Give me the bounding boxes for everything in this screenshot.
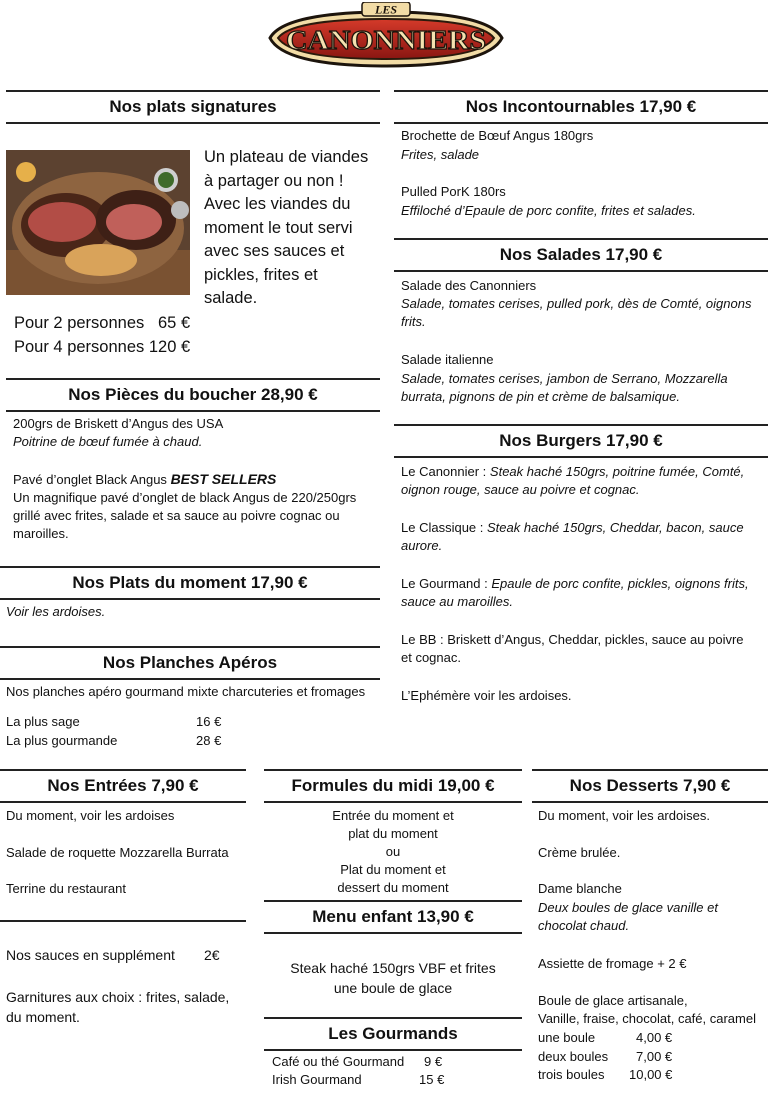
- meat-platter-image: [6, 150, 190, 295]
- burger-bb: Le BB : Briskett d’Angus, Cheddar, pickles, sauce au poivre et cognac.: [401, 632, 744, 665]
- salade-italienne-desc: Salade, tomates cerises, jambon de Serrano, Mozzarella burrata, pignons de pin et crème de balsamique.: [401, 371, 728, 404]
- section-title-boucher: Nos Pièces du boucher 28,90 €: [6, 378, 380, 412]
- list-item: Café ou thé Gourmand 9 €: [272, 1054, 443, 1069]
- burger-classique: Le Classique : Steak haché 150grs, Cheddar, bacon, sauce aurore.: [401, 520, 744, 553]
- best-sellers-tag: BEST SELLERS: [170, 471, 277, 487]
- section-title-midi: Formules du midi 19,00 €: [264, 769, 522, 803]
- burger-ephemere: L’Ephémère voir les ardoises.: [401, 688, 572, 703]
- section-title-gourmands: Les Gourmands: [264, 1017, 522, 1051]
- dessert-dame-blanche: Dame blanche: [538, 881, 622, 896]
- section-title-enfant: Menu enfant 13,90 €: [264, 900, 522, 934]
- section-title-signatures: Nos plats signatures: [6, 90, 380, 124]
- section-title-planches: Nos Planches Apéros: [0, 646, 380, 680]
- price-two-persons: Pour 2 personnes 65 €: [14, 314, 191, 332]
- list-item: La plus sage 16 €: [6, 714, 222, 729]
- logo-top-text: LES: [374, 2, 398, 17]
- dessert-dame-blanche-desc: Deux boules de glace vanille et chocolat chaud.: [538, 900, 718, 933]
- burger-gourmand: Le Gourmand : Epaule de porc confite, pickles, oignons frits, sauce au maroilles.: [401, 576, 749, 609]
- list-item: trois boules 10,00 €: [538, 1067, 673, 1082]
- dessert-item: Du moment, voir les ardoises.: [538, 808, 710, 823]
- incontournable-pulled-pork-desc: Effiloché d’Epaule de porc confite, frites et salades.: [401, 203, 696, 218]
- salade-canonniers-desc: Salade, tomates cerises, pulled pork, dès de Comté, oignons frits.: [401, 296, 752, 329]
- dessert-fromage: Assiette de fromage + 2 €: [538, 956, 687, 971]
- salade-italienne: Salade italienne: [401, 352, 494, 367]
- incontournable-brochette: Brochette de Bœuf Angus 180grs: [401, 128, 594, 143]
- planches-intro: Nos planches apéro gourmand mixte charcuteries et fromages: [6, 684, 366, 699]
- garnitures: Garnitures aux choix : frites, salade, du moment.: [6, 989, 230, 1025]
- entree-item: Du moment, voir les ardoises: [6, 808, 175, 823]
- restaurant-logo: [262, 2, 510, 70]
- entree-item: Salade de roquette Mozzarella Burrata: [6, 845, 229, 860]
- section-title-salades: Nos Salades 17,90 €: [394, 238, 768, 272]
- divider: [0, 920, 246, 922]
- midi-formule: Entrée du moment et plat du moment ou Plat du moment et dessert du moment: [332, 808, 454, 895]
- boucher-item-onglet-desc: Un magnifique pavé d’onglet de black Angus de 220/250grs grillé avec frites, salade et sa sauce au poivre cognac ou maroilles.: [13, 490, 357, 541]
- price-four-persons: Pour 4 personnes 120 €: [14, 338, 191, 356]
- burger-canonnier: Le Canonnier : Steak haché 150grs, poitrine fumée, Comté, oignon rouge, sauce au poivre et cognac.: [401, 464, 745, 497]
- entree-item: Terrine du restaurant: [6, 881, 126, 896]
- list-item: Irish Gourmand 15 €: [272, 1072, 445, 1087]
- boucher-item-onglet: Pavé d’onglet Black Angus BEST SELLERS: [13, 471, 277, 487]
- section-title-incontournables: Nos Incontournables 17,90 €: [394, 90, 768, 124]
- section-title-entrees: Nos Entrées 7,90 €: [0, 769, 246, 803]
- incontournable-brochette-desc: Frites, salade: [401, 147, 480, 162]
- dessert-item: Crème brulée.: [538, 845, 621, 860]
- incontournable-pulled-pork: Pulled PorK 180rs: [401, 184, 506, 199]
- section-title-burgers: Nos Burgers 17,90 €: [394, 424, 768, 458]
- moment-text: Voir les ardoises.: [6, 604, 106, 619]
- boucher-item-briskett-desc: Poitrine de bœuf fumée à chaud.: [13, 434, 203, 449]
- signatures-description: Un plateau de viandes à partager ou non ! Avec les viandes du moment le tout servi avec ses sauces et pickles, frites et salade.: [204, 148, 369, 307]
- section-title-moment: Nos Plats du moment 17,90 €: [0, 566, 380, 600]
- list-item: une boule 4,00 €: [538, 1030, 673, 1045]
- enfant-menu: Steak haché 150grs VBF et frites une boule de glace: [290, 960, 496, 996]
- section-title-desserts: Nos Desserts 7,90 €: [532, 769, 768, 803]
- dessert-glace: Boule de glace artisanale, Vanille, fraise, chocolat, café, caramel: [538, 993, 756, 1026]
- sauces-supplement: Nos sauces en supplément 2€: [6, 947, 220, 963]
- salade-canonniers: Salade des Canonniers: [401, 278, 537, 293]
- list-item: deux boules 7,00 €: [538, 1049, 673, 1064]
- list-item: La plus gourmande 28 €: [6, 733, 222, 748]
- logo-main-text: CANONNIERS: [286, 25, 486, 55]
- boucher-item-briskett: 200grs de Briskett d’Angus des USA: [13, 416, 224, 431]
